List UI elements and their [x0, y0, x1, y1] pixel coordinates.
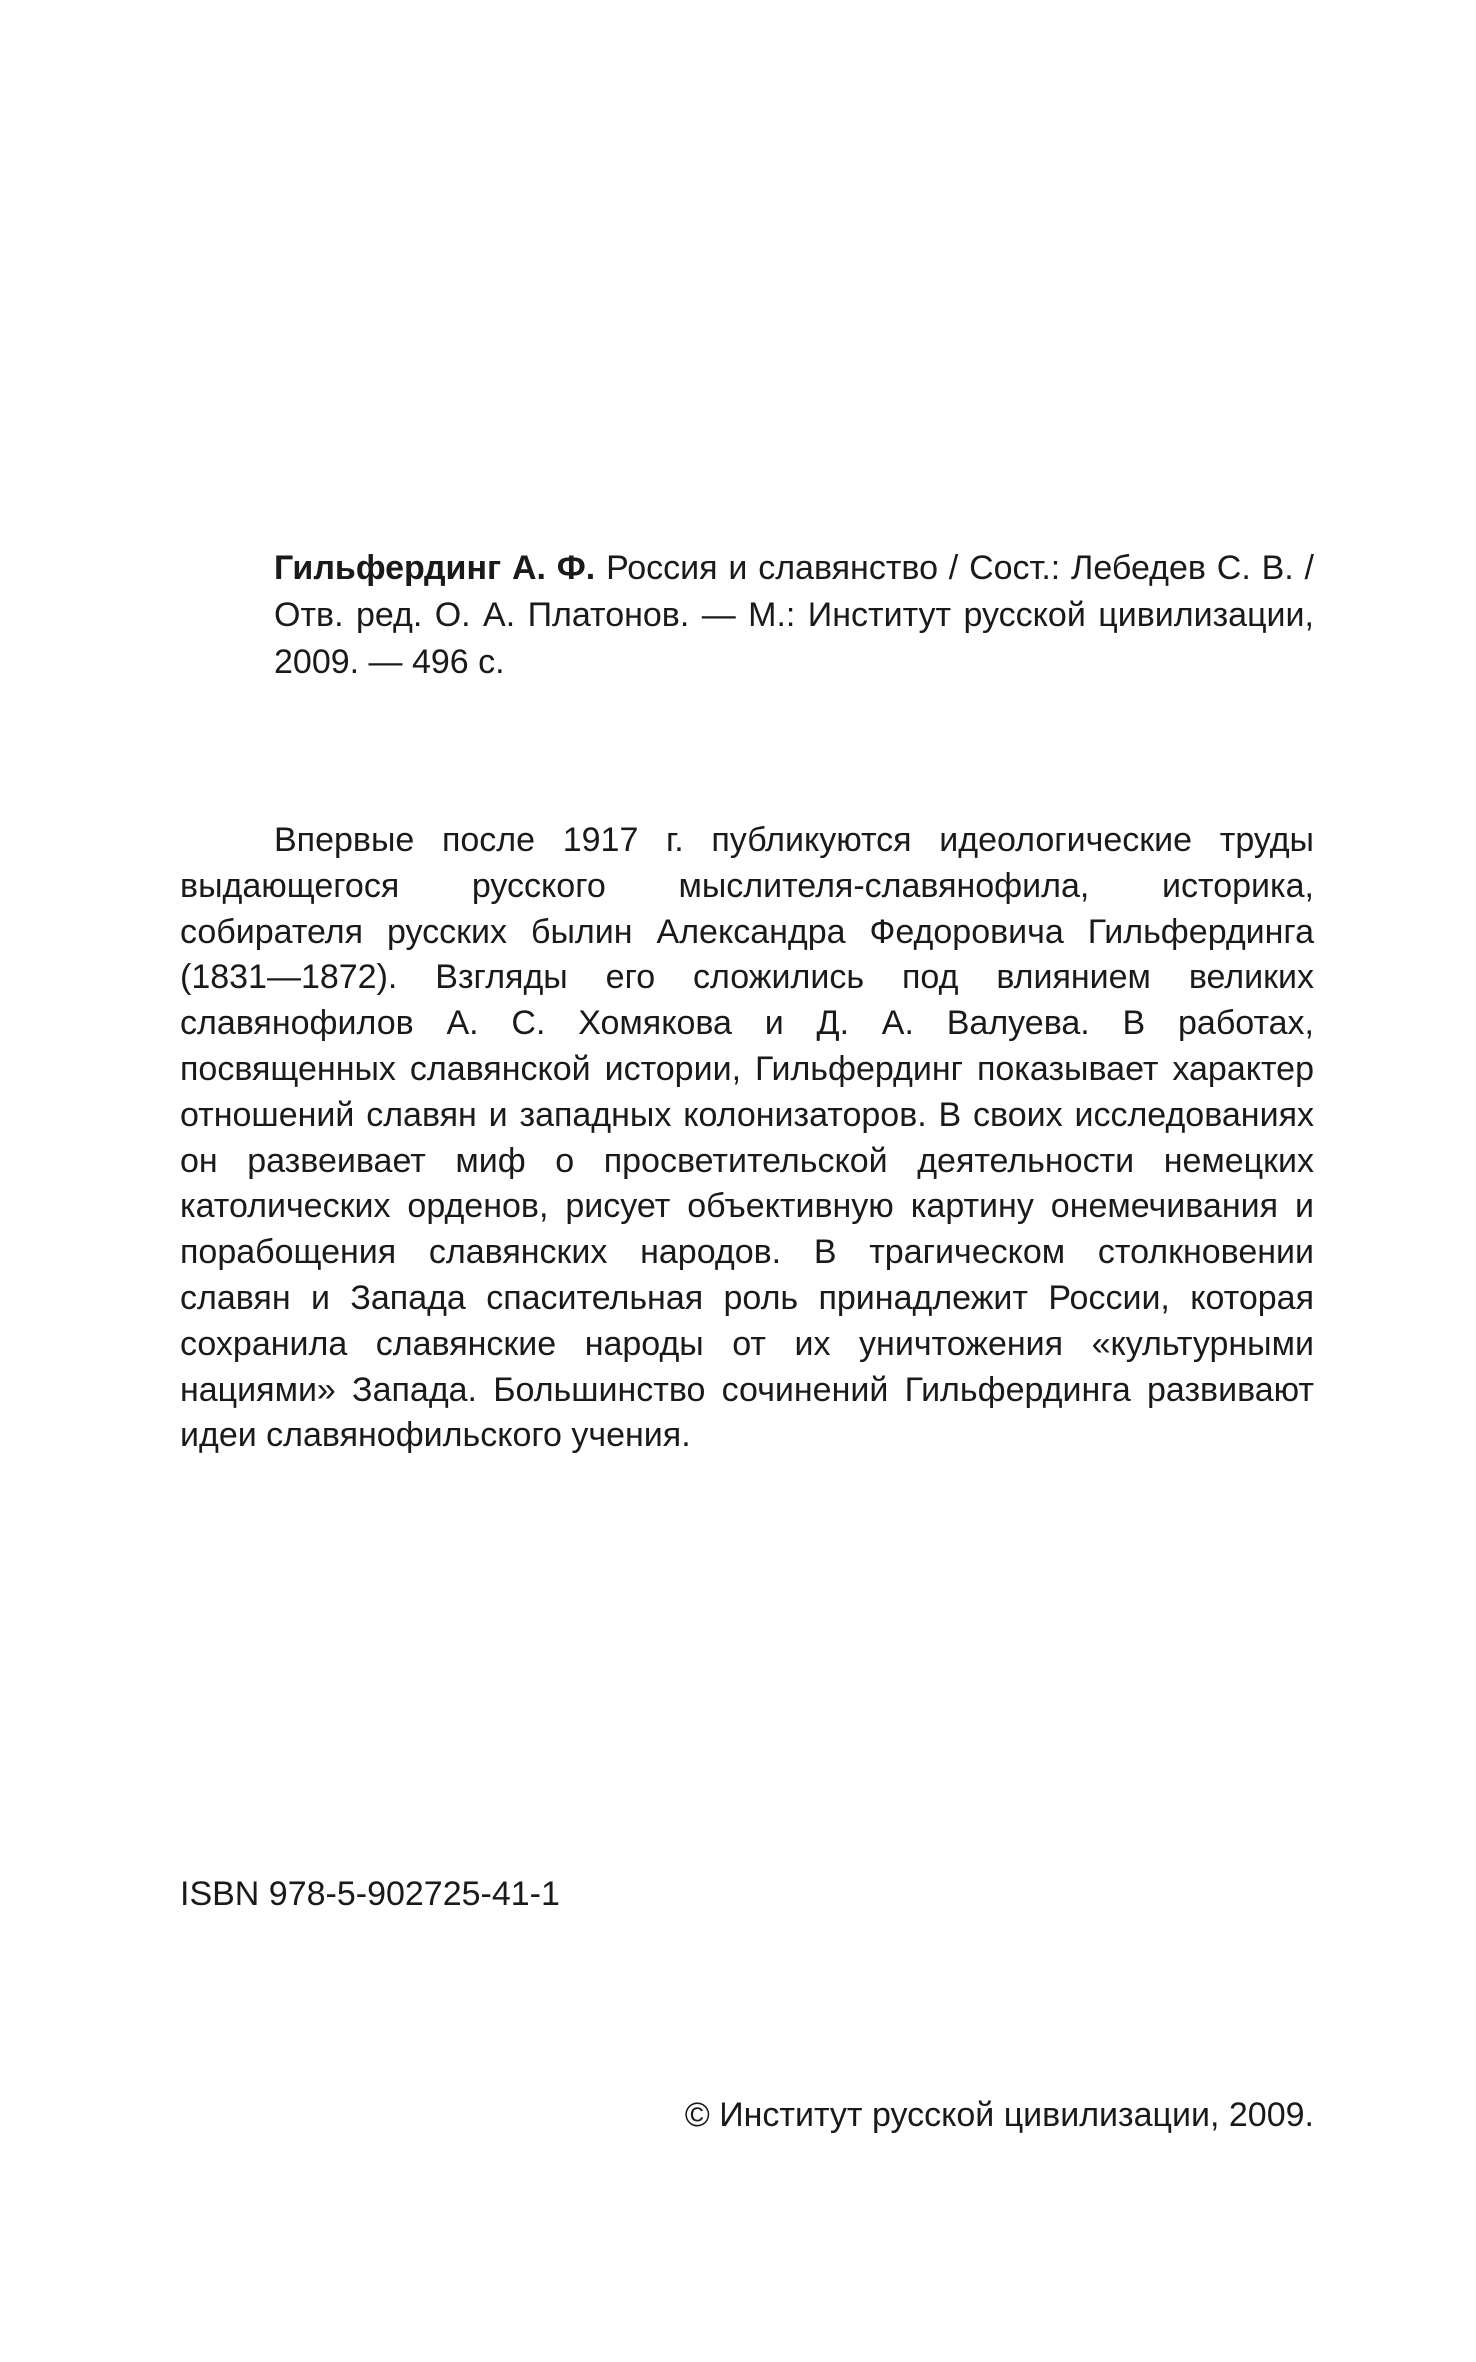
bibliographic-record — [274, 545, 1314, 686]
isbn: ISBN 978-5-902725-41-1 — [180, 1875, 560, 1913]
copyright-notice: © Институт русской цивилизации, 2009. — [684, 2096, 1314, 2134]
bibliographic-description: Россия и славянство / Сост.: Лебедев С. В. / Отв. ред. О. А. Платонов. — М.: Институт русской цивилизации, 2009. — 496 с. — [274, 549, 1314, 681]
author-name: Гильфердинг А. Ф. — [274, 549, 596, 587]
abstract-paragraph: Впервые после 1917 г. публикуются идеологические труды выдающегося русского мыслителя-славянофила, историка, собирателя русских былин Александра Федоровича Гильфердинга (1831—1872). Взгляды его сложились под влиянием великих славянофилов А. С. Хомякова и Д. А. Валуева. В работах, посвященных славянской истории, Гильфердинг показывает характер отношений славян и западных колонизаторов. В своих исследованиях он развеивает миф о просветительской деятельности немецких католических орденов, рисует объективную картину онемечивания и порабощения славянских народов. В трагическом столкновении славян и Запада спасительная роль принадлежит России, которая сохранила славянские народы от их уничтожения «культурными нациями» Запада. Большинство сочинений Гильфердинга развивают идеи славянофильского учения. — [180, 821, 1314, 1455]
